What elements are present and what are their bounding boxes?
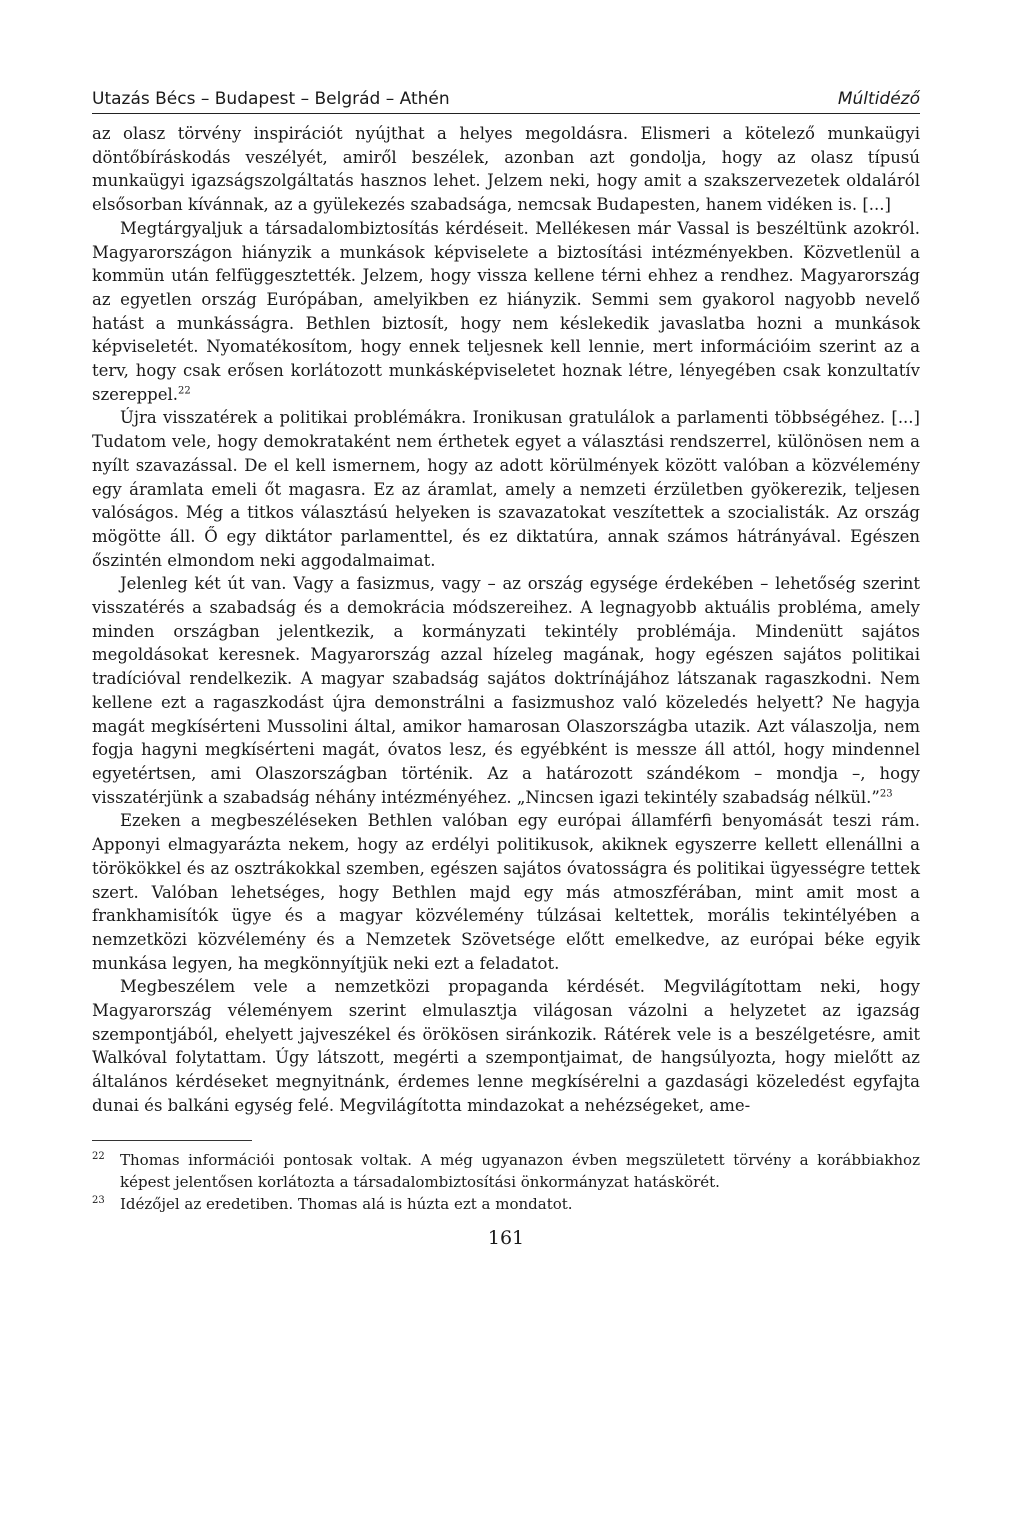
footnote [92,1149,920,1193]
header-title: Utazás Bécs – Budapest – Belgrád – Athén [92,89,450,109]
footnote-divider [92,1140,252,1141]
book-page [92,88,920,1249]
paragraph: Jelenleg két út van. Vagy a fasizmus, vagy – az ország egysége érdekében – lehetőség szerint visszatérés a szabadság és a demokrácia módszereihez. A legnagyobb aktuális probléma, amely minden országban jelentkezik, a kormányzati tekintély problémája. Mindenütt sajátos megoldásokat keresnek. Magyarország azzal hízeleg magának, hogy egészen sajátos politikai tradícióval rendelkezik. A magyar szabadság sajátos doktrínájához látszanak ragaszkodni. Nem kellene ezt a ragaszkodást újra demonstrálni a fasizmushoz való közeledés helyett? Ne hagyja magát megkísérteni Mussolini által, amikor hamarosan Olaszországba utazik. Azt válaszolja, nem fogja hagyni megkísérteni magát, óvatos lesz, és egyébként is messze áll attól, hogy mindennel egyetértsen, ami Olaszországban történik. Az a határozott szándékom – mondja –, hogy visszatérjünk a szabadság néhány intézményéhez. „Nincsen igazi tekintély szabadság nélkül.”$^{23}$ [92,574,920,807]
paragraph: az olasz törvény inspirációt nyújthat a helyes megoldásra. Elismeri a kötelező munkaügyi döntőbíráskodás veszélyét, amiről beszélek, azonban azt gondolja, hogy az olasz típusú munkaügyi igazságszolgáltatás hasznos lehet. Jelzem neki, hogy amit a szakszervezetek oldaláról elsősorban kívánnak, az a gyülekezés szabadsága, nemcsak Budapesten, hanem vidéken is. [...] [92,124,920,215]
header-section: Múltidéző [837,89,920,109]
paragraph: Ezeken a megbeszéléseken Bethlen valóban egy európai államférfi benyomását teszi rám. Apponyi elmagyarázta nekem, hogy az erdélyi politikusok, akiknek egyszerre kellett ellenállni a törökökkel és az osztrákokkal szemben, egészen sajátos óvatosságra és politikai ügyességre tettek szert. Valóban lehetséges, hogy Bethlen majd egy más atmoszférában, mint amit most a frankhamisítók ügye és a magyar közvélemény túlzásai keltettek, morális tekintélyében a nemzetközi közvélemény és a Nemzetek Szövetsége előtt emelkedve, az európai béke egyik munkása legyen, ha megkönnyítjük neki ezt a feladatot. [92,811,920,973]
paragraph: Megbeszélem vele a nemzetközi propaganda kérdését. Megvilágítottam neki, hogy Magyarország véleményem szerint elmulasztja világosan vázolni a helyzetet az igazság szempontjából, ehelyett jajveszékel és örökösen siránkozik. Rátérek vele is a beszélgetésre, amit Walkóval folytattam. Úgy látszott, megérti a szempontjaimat, de hangsúlyozta, hogy mielőtt az általános kérdéseket megnyitnánk, érdemes lenne megkísérelni a gazdasági közeledést egyfajta dunai és balkáni egység felé. Megvilágította mindazokat a nehézségeket, ame- [92,977,920,1115]
page-number: 161 [487,1226,525,1249]
footnote-text: Thomas információi pontosak voltak. A még ugyanazon évben megszületett törvény a korábbiakhoz képest jelentősen korlátozta a társadalombiztosítási önkormányzat hatáskörét. [120,1150,920,1191]
body-text [92,122,920,1118]
paragraph: Megtárgyaljuk a társadalombiztosítás kérdéseit. Mellékesen már Vassal is beszéltünk azokról. Magyarországon hiányzik a munkások képviselete a biztosítási intézményekben. Közvetlenül a kommün után felfüggesztették. Jelzem, hogy vissza kellene térni ehhez a rendhez. Magyarország az egyetlen ország Európában, amelyikben ez hiányzik. Semmi sem gyakorol nagyobb nevelő hatást a munkásságra. Bethlen biztosít, hogy nem késlekedik javaslatba hozni a munkások képviseletét. Nyomatékosítom, hogy ennek teljesnek kell lennie, mert információim szerint az a terv, hogy csak erősen korlátozott munkásképviseletet hoznak létre, lényegében csak konzultatív szereppel.$^{22}$ [92,218,920,404]
footnote-number: 22 [92,1150,105,1162]
footnote-ref: 23 [879,788,893,800]
paragraph: Újra visszatérek a politikai problémákra. Ironikusan gratulálok a parlamenti többségéhez. [...] Tudatom vele, hogy demokrataként nem érthetek egyet a választási rendszerrel, különösen nem a nyílt szavazással. De el kell ismernem, hogy az adott körülmények között valóban a közvélemény egy áramlata emeli őt magasra. Ez az áramlat, amely a nemzeti érzületben gyökerezik, teljesen valóságos. Még a titkos választású helyeken is szavazatokat veszítettek a szocialisták. Az ország mögötte áll. Ő egy diktátor parlamenttel, és ez diktatúra, annak számos hátrányával. Egészen őszintén elmondom neki aggodalmaimat. [92,408,920,570]
footnote-text: Idézőjel az eredetiben. Thomas alá is húzta ezt a mondatot. [120,1194,573,1213]
footnote-ref: 22 [178,385,191,397]
footnotes [92,1149,920,1215]
footnote [92,1193,920,1215]
running-header [92,88,920,114]
footnote-number: 23 [92,1194,105,1206]
